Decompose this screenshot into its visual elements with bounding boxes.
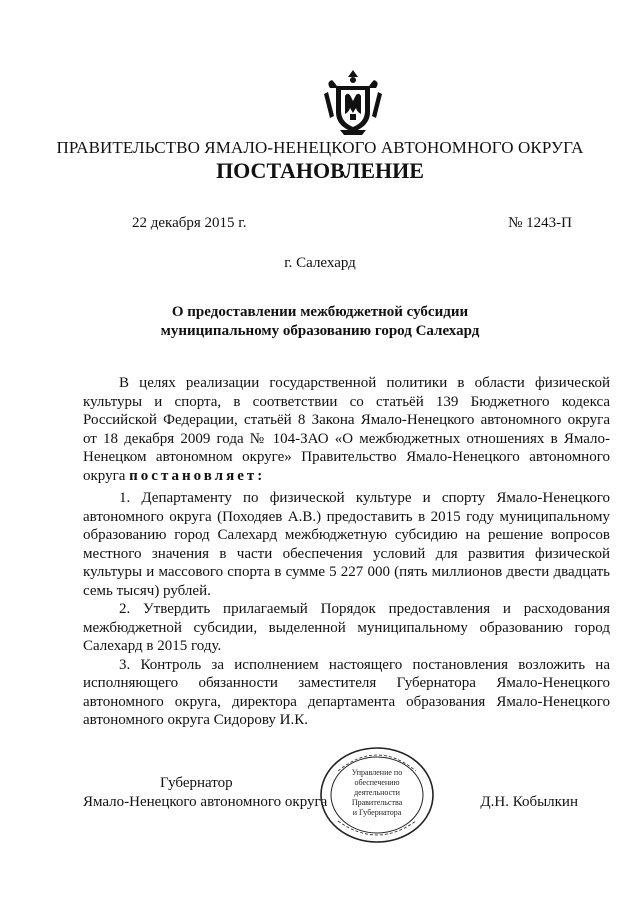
resolution-item-3: 3. Контроль за исполнением настоящего постановления возложить на исполняющего обязанности заместителя Губернатора Ямало-Ненецкого автономного округа, директора департамента образования Ямало-Ненецкого автономного округа Сидорову И.К. <box>83 656 610 728</box>
resolution-item-2: 2. Утвердить прилагаемый Порядок предоставления и расходования межбюджетной субсидии, выделенной муниципальному образованию город Салехард в 2015 году. <box>83 601 610 654</box>
document-date: 22 декабря 2015 г. <box>132 215 247 231</box>
resolves-word: постановляет: <box>129 467 266 484</box>
svg-text:обеспечению: обеспечению <box>354 778 400 787</box>
svg-text:деятельности: деятельности <box>354 788 400 797</box>
document-number: № 1243-П <box>508 215 572 231</box>
official-stamp <box>318 745 436 845</box>
preamble <box>83 374 610 485</box>
document-subject <box>0 303 640 341</box>
document-city: г. Салехард <box>284 255 356 271</box>
signature-title-line-2: Ямало-Ненецкого автономного округа <box>83 794 328 810</box>
resolution-items <box>83 489 610 730</box>
signatory-name: Д.Н. Кобылкин <box>480 794 578 810</box>
subject-line-1: О предоставлении межбюджетной субсидии <box>171 304 469 320</box>
svg-text:Управление по: Управление по <box>351 768 403 777</box>
coat-of-arms-emblem <box>322 68 384 136</box>
document-type: ПОСТАНОВЛЕНИЕ <box>216 158 424 183</box>
resolution-item-1: 1. Департаменту по физической культуре и спорту Ямало-Ненецкого автономного округа (Походяев А.В.) предоставить в 2015 году муниципальному образованию город Салехард межбюджетную субсидию на решение вопросов местного значения в части обеспечения условий для развития физической культуры и массового спорта в сумме 5 227 000 (пять миллионов двести двадцать семь тысяч) рублей. <box>83 490 610 599</box>
svg-text:и Губернатора: и Губернатора <box>352 808 402 817</box>
signature-title-line-1: Губернатор <box>160 775 233 791</box>
svg-text:Правительства: Правительства <box>351 798 403 807</box>
government-title: ПРАВИТЕЛЬСТВО ЯМАЛО-НЕНЕЦКОГО АВТОНОМНОГО ОКРУГА <box>56 138 584 157</box>
preamble-text: В целях реализации государственной политики в области физической культуры и спорта, в соответствии со статьёй 139 Бюджетного кодекса Российской Федерации, статьёй 8 Закона Ямало-Ненецкого автономного округа от 18 декабря 2009 года № 104-ЗАО «О межбюджетных отношениях в Ямало-Ненецком автономном округе» Правительство Ямало-Ненецкого автономного округа <box>83 375 610 484</box>
subject-line-2: муниципальному образованию город Салехард <box>160 323 480 339</box>
